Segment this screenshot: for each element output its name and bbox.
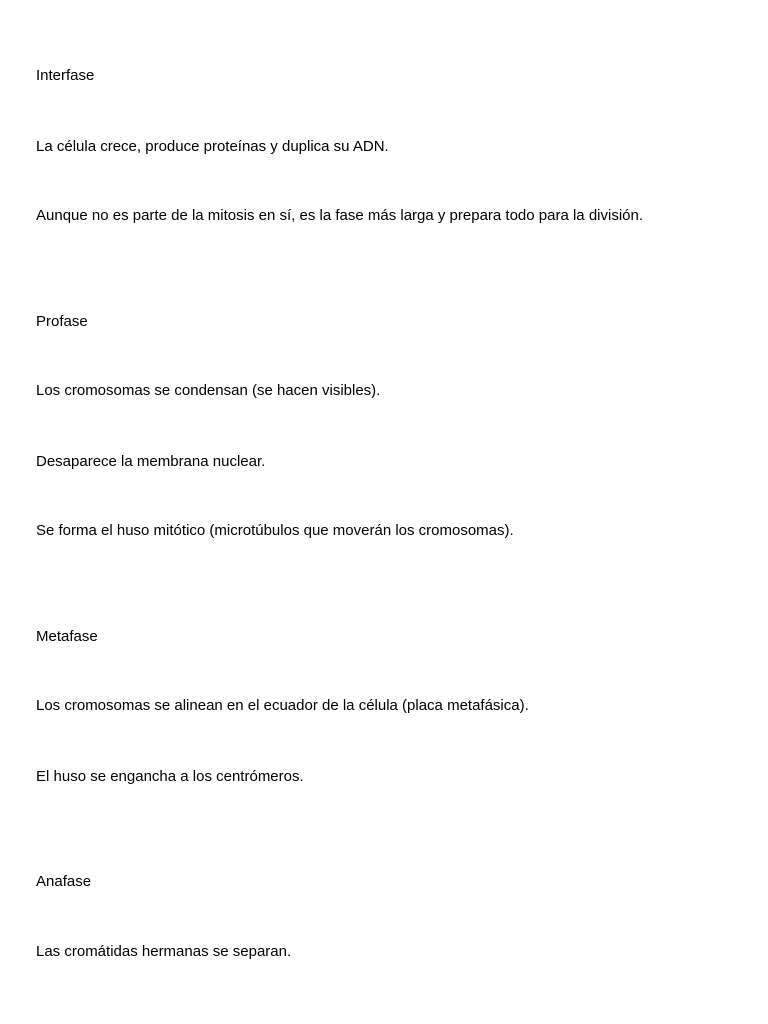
- paragraph-line: Los cromosomas se alinean en el ecuador de la célula (placa metafásica).: [36, 697, 529, 714]
- paragraph-line: Los cromosomas se condensan (se hacen visibles).: [36, 382, 381, 399]
- paragraph-line: Se forma el huso mitótico (microtúbulos que moverán los cromosomas).: [36, 522, 514, 539]
- section-heading-profase: Profase: [36, 313, 88, 330]
- paragraph-line: Las cromátidas hermanas se separan.: [36, 943, 292, 960]
- paragraph-line: La célula crece, produce proteínas y duplica su ADN.: [36, 138, 389, 155]
- section-heading-interfase: Interfase: [36, 67, 95, 84]
- section-heading-metafase: Metafase: [36, 628, 98, 645]
- paragraph-line: Desaparece la membrana nuclear.: [36, 453, 266, 470]
- paragraph-line: Aunque no es parte de la mitosis en sí, es la fase más larga y prepara todo para la división.: [36, 207, 644, 224]
- paragraph-line: El huso se engancha a los centrómeros.: [36, 768, 304, 785]
- section-heading-anafase: Anafase: [36, 873, 92, 890]
